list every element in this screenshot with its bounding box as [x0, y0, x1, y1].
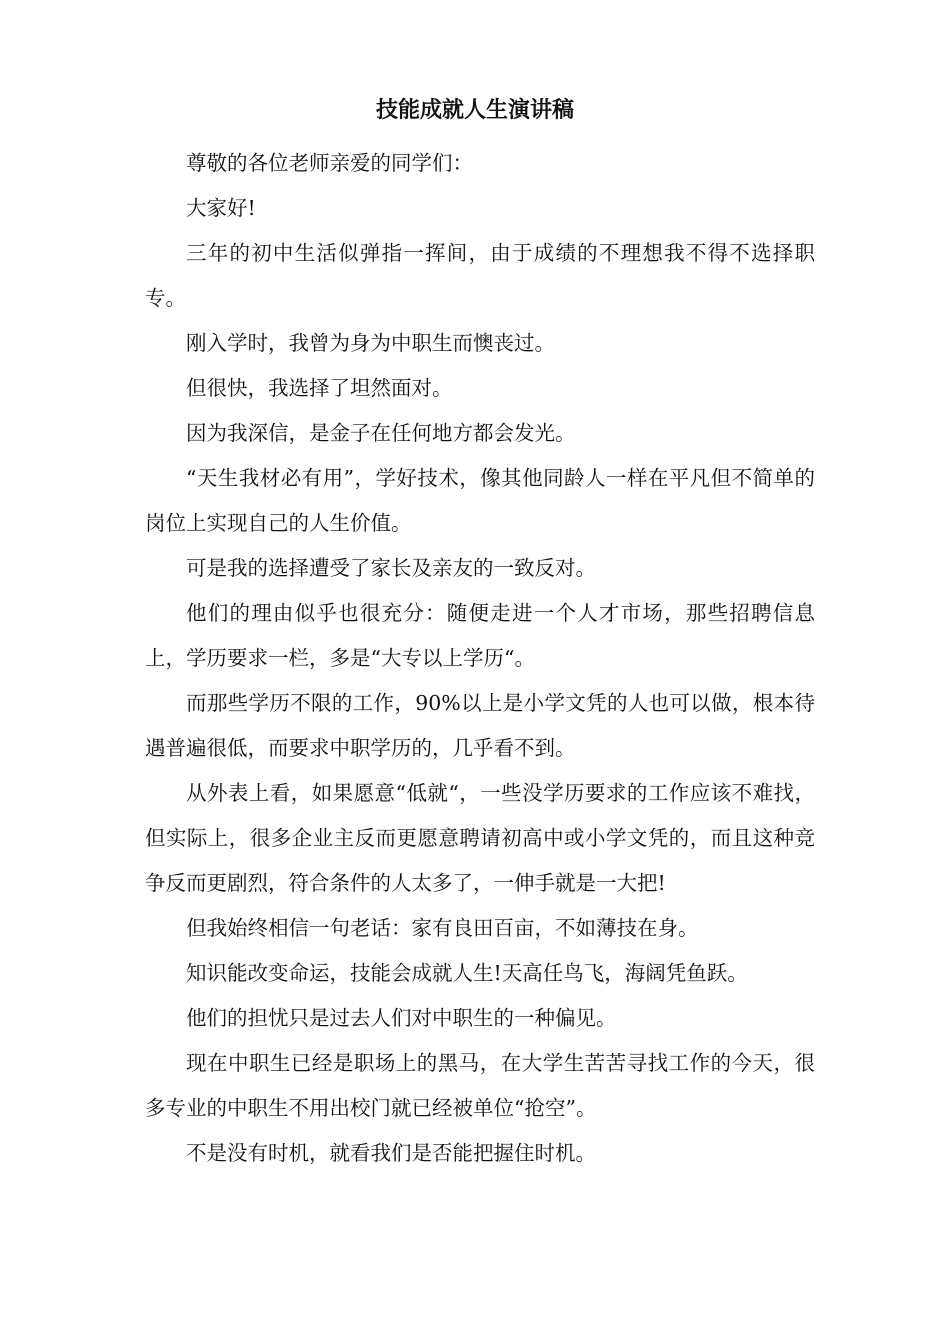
paragraph: 因为我深信，是金子在任何地方都会发光。: [186, 421, 576, 445]
paragraph: 现在中职生已经是职场上的黑马，在大学生苦苦寻找工作的今天，很多专业的中职生不用出校门就已经被单位“抢空”。: [145, 1051, 815, 1120]
paragraph: 三年的初中生活似弹指一挥间，由于成绩的不理想我不得不选择职专。: [145, 241, 815, 310]
document-title: 技能成就人生演讲稿: [375, 97, 574, 123]
paragraph: 尊敬的各位老师亲爱的同学们：: [186, 151, 473, 175]
paragraph: 他们的理由似乎也很充分：随便走进一个人才市场，那些招聘信息上，学历要求一栏，多是“大专以上学历“。: [145, 601, 815, 670]
paragraph: 刚入学时，我曾为身为中职生而懊丧过。: [186, 331, 555, 355]
paragraph: 他们的担忧只是过去人们对中职生的一种偏见。: [186, 1006, 617, 1030]
paragraph: 但很快，我选择了坦然面对。: [186, 376, 453, 400]
paragraph: 可是我的选择遭受了家长及亲友的一致反对。: [186, 556, 596, 580]
paragraph: 从外表上看，如果愿意“低就“，一些没学历要求的工作应该不难找，但实际上，很多企业主反而更愿意聘请初高中或小学文凭的，而且这种竞争反而更剧烈，符合条件的人太多了，一伸手就是一大把!: [145, 781, 815, 895]
paragraph: 而那些学历不限的工作，90%以上是小学文凭的人也可以做，根本待遇普遍很低，而要求中职学历的，几乎看不到。: [145, 691, 815, 760]
paragraph: 大家好!: [186, 196, 256, 220]
paragraph: 知识能改变命运，技能会成就人生!天高任鸟飞，海阔凭鱼跃。: [186, 961, 748, 985]
paragraph: “天生我材必有用”，学好技术，像其他同龄人一样在平凡但不简单的岗位上实现自己的人生价值。: [145, 466, 815, 535]
paragraph: 但我始终相信一句老话：家有良田百亩，不如薄技在身。: [186, 916, 699, 940]
document-body: [145, 141, 815, 1176]
paragraph: 不是没有时机，就看我们是否能把握住时机。: [186, 1141, 596, 1165]
